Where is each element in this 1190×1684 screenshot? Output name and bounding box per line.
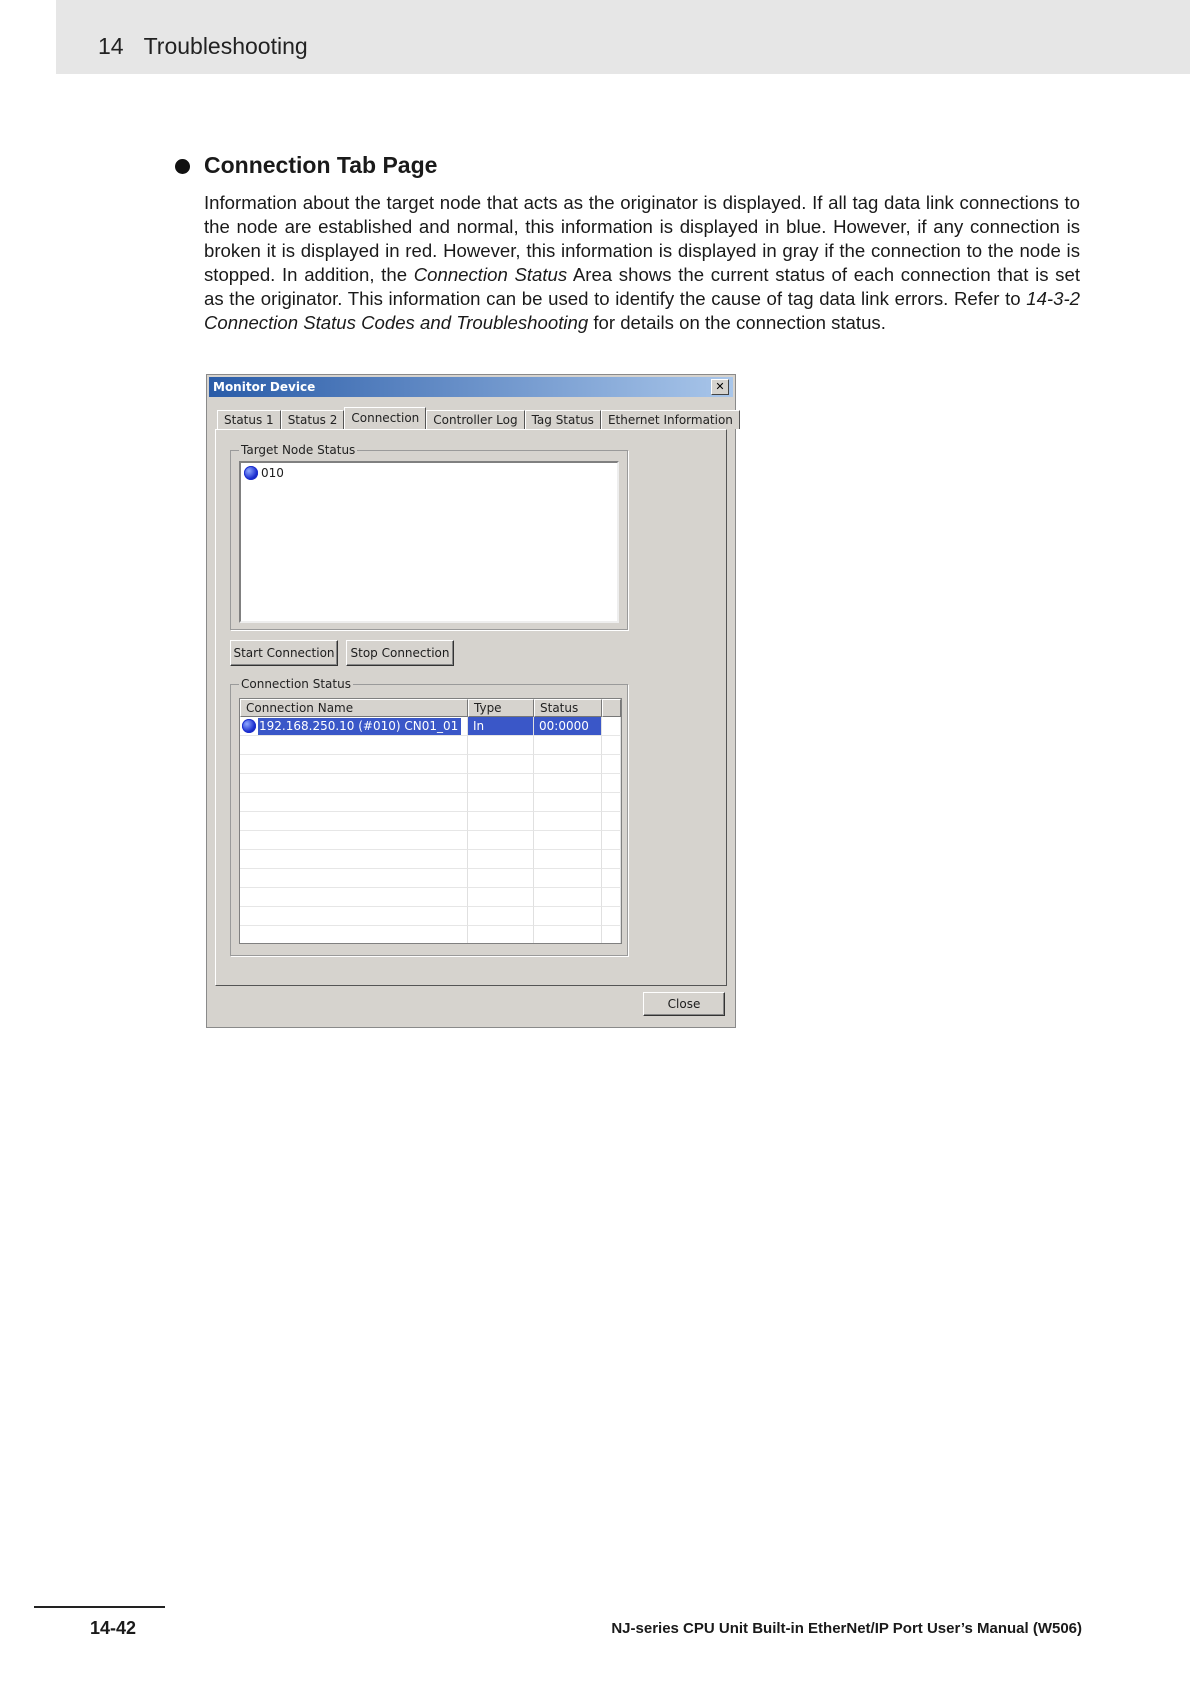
chapter-title: Troubleshooting <box>143 33 308 59</box>
tab-controller-log[interactable]: Controller Log <box>426 410 524 429</box>
table-header <box>240 699 621 717</box>
target-node-status-group <box>230 443 628 630</box>
paragraph-italic-1: Connection Status <box>413 264 568 285</box>
empty-row <box>240 755 621 774</box>
target-node-status-label: Target Node Status <box>241 443 356 457</box>
chapter-header <box>98 33 308 60</box>
connection-status-group <box>230 677 628 956</box>
cell-connection-name <box>240 717 468 736</box>
cell-filler <box>602 717 621 736</box>
cell-status: 00:0000 <box>534 717 602 736</box>
close-icon[interactable]: ✕ <box>711 379 729 395</box>
paragraph-italic-2: 14-3-2 Connection Status Codes and Troubleshooting <box>204 288 1080 333</box>
tab-status-2[interactable]: Status 2 <box>281 410 345 429</box>
connection-status-icon <box>242 719 256 733</box>
empty-row <box>240 869 621 888</box>
start-connection-label: Start Connection <box>233 646 335 660</box>
footer-rule <box>34 1606 165 1608</box>
close-button[interactable] <box>643 992 725 1016</box>
empty-row <box>240 736 621 755</box>
chapter-number: 14 <box>98 33 124 59</box>
empty-row <box>240 831 621 850</box>
column-header-type[interactable]: Type <box>468 699 534 717</box>
stop-connection-label: Stop Connection <box>350 646 450 660</box>
empty-row <box>240 926 621 944</box>
section-paragraph <box>204 191 1080 335</box>
dialog-title: Monitor Device <box>213 380 316 394</box>
paragraph-text-2: Area shows the current status of each connection that is set as the originator. This information can be used to identify the cause of tag data link errors. Refer to <box>204 264 1080 309</box>
tab-connection[interactable]: Connection <box>344 407 426 429</box>
section-title: Connection Tab Page <box>204 152 438 178</box>
dialog-titlebar <box>209 377 733 397</box>
empty-row <box>240 812 621 831</box>
column-header-connection-name[interactable]: Connection Name <box>240 699 468 717</box>
target-node-list[interactable] <box>239 461 619 623</box>
tab-strip <box>217 407 740 429</box>
target-node-item[interactable] <box>244 466 284 480</box>
close-button-label: Close <box>667 997 701 1011</box>
manual-title: NJ-series CPU Unit Built-in EtherNet/IP Port User’s Manual (W506) <box>611 1620 1082 1637</box>
page-number: 14-42 <box>90 1618 137 1638</box>
stop-connection-button[interactable] <box>346 640 454 666</box>
connection-name-text: 192.168.250.10 (#010) CN01_01 <box>258 718 461 735</box>
tab-ethernet-information[interactable]: Ethernet Information <box>601 410 740 429</box>
node-status-icon <box>244 466 258 480</box>
empty-row <box>240 793 621 812</box>
connection-tab-panel <box>215 429 727 986</box>
table-row[interactable] <box>240 717 621 736</box>
column-header-status[interactable]: Status <box>534 699 602 717</box>
paragraph-text-1: Information about the target node that acts as the originator is displayed. If all tag data link connections to the node are established and normal, this information is displayed in blue. However, if any connection is broken it is displayed in red. However, this information is displayed in gray if the connection to the node is stopped. In addition, the <box>204 192 1080 285</box>
empty-row <box>240 888 621 907</box>
bullet-icon <box>175 159 190 174</box>
column-header-filler <box>602 699 621 717</box>
empty-row <box>240 774 621 793</box>
empty-row <box>240 907 621 926</box>
tab-tag-status[interactable]: Tag Status <box>525 410 601 429</box>
empty-row <box>240 850 621 869</box>
start-connection-button[interactable] <box>230 640 338 666</box>
cell-type: In <box>468 717 534 736</box>
monitor-device-dialog <box>206 374 736 1028</box>
target-node-label: 010 <box>261 466 284 480</box>
connection-status-table[interactable] <box>239 698 622 944</box>
connection-status-label: Connection Status <box>241 677 351 691</box>
paragraph-text-3: for details on the connection status. <box>588 312 886 333</box>
tab-status-1[interactable]: Status 1 <box>217 410 281 429</box>
